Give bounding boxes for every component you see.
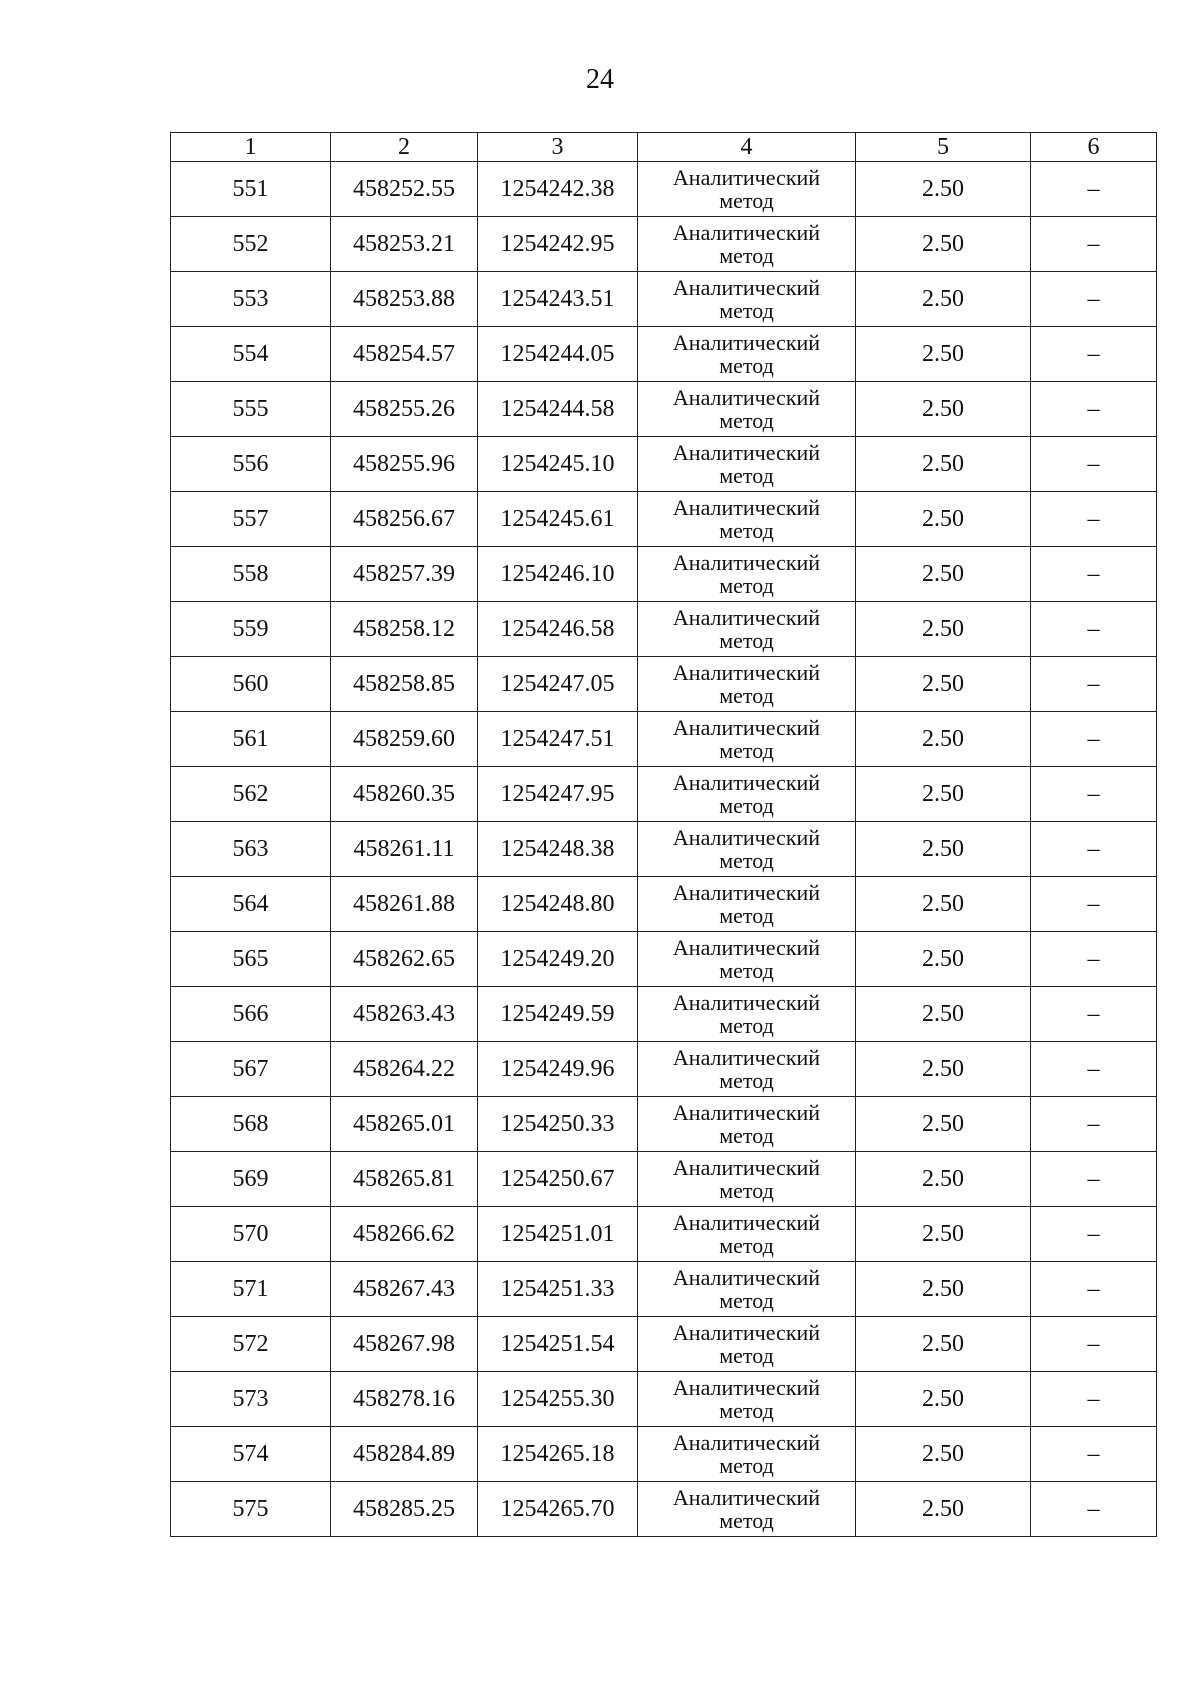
accuracy-cell: 2.50: [856, 162, 1031, 217]
method-cell: [638, 437, 856, 492]
x-coordinate-cell: 458253.88: [331, 272, 478, 327]
point-number-cell: 572: [171, 1317, 331, 1372]
note-cell: –: [1031, 712, 1157, 767]
note-cell: –: [1031, 1427, 1157, 1482]
note-cell: –: [1031, 1372, 1157, 1427]
note-cell: –: [1031, 1152, 1157, 1207]
method-cell: [638, 877, 856, 932]
accuracy-cell: 2.50: [856, 932, 1031, 987]
method-text-line-2: метод: [719, 408, 774, 433]
table-row: [171, 1097, 1157, 1152]
accuracy-cell: 2.50: [856, 822, 1031, 877]
method-cell: [638, 162, 856, 217]
accuracy-cell: 2.50: [856, 217, 1031, 272]
method-cell: [638, 712, 856, 767]
table-row: [171, 1042, 1157, 1097]
accuracy-cell: 2.50: [856, 327, 1031, 382]
table-row: [171, 987, 1157, 1042]
table-row: [171, 1262, 1157, 1317]
method-cell: [638, 1317, 856, 1372]
accuracy-cell: 2.50: [856, 602, 1031, 657]
method-cell: [638, 1427, 856, 1482]
note-cell: –: [1031, 1042, 1157, 1097]
x-coordinate-cell: 458263.43: [331, 987, 478, 1042]
table-row: [171, 712, 1157, 767]
method-text-line-2: метод: [719, 518, 774, 543]
table-row: [171, 767, 1157, 822]
table-row: [171, 217, 1157, 272]
note-cell: –: [1031, 1262, 1157, 1317]
table-row: [171, 1207, 1157, 1262]
point-number-cell: 567: [171, 1042, 331, 1097]
x-coordinate-cell: 458253.21: [331, 217, 478, 272]
x-coordinate-cell: 458285.25: [331, 1482, 478, 1537]
point-number-cell: 566: [171, 987, 331, 1042]
x-coordinate-cell: 458256.67: [331, 492, 478, 547]
method-text-line-2: метод: [719, 1453, 774, 1478]
point-number-cell: 552: [171, 217, 331, 272]
accuracy-cell: 2.50: [856, 712, 1031, 767]
y-coordinate-cell: 1254265.70: [478, 1482, 638, 1537]
note-cell: –: [1031, 1482, 1157, 1537]
method-text-line-1: Аналитический: [672, 1100, 821, 1125]
method-text-line-1: Аналитический: [672, 770, 821, 795]
point-number-cell: 560: [171, 657, 331, 712]
method-text-line-1: Аналитический: [672, 330, 821, 355]
method-cell: [638, 272, 856, 327]
y-coordinate-cell: 1254245.61: [478, 492, 638, 547]
note-cell: –: [1031, 602, 1157, 657]
header-col-4: 4: [638, 133, 856, 162]
x-coordinate-cell: 458255.26: [331, 382, 478, 437]
x-coordinate-cell: 458261.88: [331, 877, 478, 932]
table-row: [171, 382, 1157, 437]
page-number: 24: [586, 64, 614, 95]
header-col-1: 1: [171, 133, 331, 162]
y-coordinate-cell: 1254250.67: [478, 1152, 638, 1207]
point-number-cell: 569: [171, 1152, 331, 1207]
y-coordinate-cell: 1254246.10: [478, 547, 638, 602]
method-text-line-2: метод: [719, 793, 774, 818]
y-coordinate-cell: 1254249.59: [478, 987, 638, 1042]
y-coordinate-cell: 1254249.96: [478, 1042, 638, 1097]
method-cell: [638, 327, 856, 382]
y-coordinate-cell: 1254244.58: [478, 382, 638, 437]
note-cell: –: [1031, 437, 1157, 492]
method-text-line-2: метод: [719, 628, 774, 653]
y-coordinate-cell: 1254249.20: [478, 932, 638, 987]
note-cell: –: [1031, 1097, 1157, 1152]
method-cell: [638, 382, 856, 437]
x-coordinate-cell: 458257.39: [331, 547, 478, 602]
method-text-line-1: Аналитический: [672, 1265, 821, 1290]
method-text-line-1: Аналитический: [672, 935, 821, 960]
method-text-line-2: метод: [719, 1343, 774, 1368]
method-text-line-2: метод: [719, 958, 774, 983]
method-cell: [638, 767, 856, 822]
point-number-cell: 551: [171, 162, 331, 217]
accuracy-cell: 2.50: [856, 547, 1031, 602]
point-number-cell: 563: [171, 822, 331, 877]
note-cell: –: [1031, 987, 1157, 1042]
method-text-line-1: Аналитический: [672, 990, 821, 1015]
table-row: [171, 327, 1157, 382]
table-row: [171, 437, 1157, 492]
accuracy-cell: 2.50: [856, 382, 1031, 437]
accuracy-cell: 2.50: [856, 492, 1031, 547]
method-text-line-2: метод: [719, 738, 774, 763]
accuracy-cell: 2.50: [856, 1152, 1031, 1207]
accuracy-cell: 2.50: [856, 437, 1031, 492]
table-row: [171, 822, 1157, 877]
method-text-line-2: метод: [719, 243, 774, 268]
accuracy-cell: 2.50: [856, 987, 1031, 1042]
point-number-cell: 575: [171, 1482, 331, 1537]
accuracy-cell: 2.50: [856, 767, 1031, 822]
header-col-5: 5: [856, 133, 1031, 162]
method-text-line-1: Аналитический: [672, 550, 821, 575]
note-cell: –: [1031, 932, 1157, 987]
point-number-cell: 553: [171, 272, 331, 327]
method-text-line-2: метод: [719, 1233, 774, 1258]
method-text-line-1: Аналитический: [672, 495, 821, 520]
method-cell: [638, 932, 856, 987]
method-text-line-1: Аналитический: [672, 275, 821, 300]
method-text-line-2: метод: [719, 1123, 774, 1148]
method-text-line-2: метод: [719, 1398, 774, 1423]
y-coordinate-cell: 1254251.33: [478, 1262, 638, 1317]
y-coordinate-cell: 1254247.51: [478, 712, 638, 767]
method-cell: [638, 1152, 856, 1207]
table-row: [171, 492, 1157, 547]
method-text-line-1: Аналитический: [672, 1210, 821, 1235]
header-col-6: 6: [1031, 133, 1157, 162]
x-coordinate-cell: 458255.96: [331, 437, 478, 492]
note-cell: –: [1031, 767, 1157, 822]
header-col-2: 2: [331, 133, 478, 162]
note-cell: –: [1031, 162, 1157, 217]
y-coordinate-cell: 1254242.38: [478, 162, 638, 217]
point-number-cell: 557: [171, 492, 331, 547]
point-number-cell: 559: [171, 602, 331, 657]
method-cell: [638, 1097, 856, 1152]
method-text-line-2: метод: [719, 1508, 774, 1533]
y-coordinate-cell: 1254245.10: [478, 437, 638, 492]
method-text-line-2: метод: [719, 683, 774, 708]
x-coordinate-cell: 458265.01: [331, 1097, 478, 1152]
table-row: [171, 1427, 1157, 1482]
note-cell: –: [1031, 272, 1157, 327]
x-coordinate-cell: 458267.43: [331, 1262, 478, 1317]
method-text-line-2: метод: [719, 1288, 774, 1313]
point-number-cell: 574: [171, 1427, 331, 1482]
accuracy-cell: 2.50: [856, 272, 1031, 327]
x-coordinate-cell: 458284.89: [331, 1427, 478, 1482]
accuracy-cell: 2.50: [856, 1207, 1031, 1262]
x-coordinate-cell: 458259.60: [331, 712, 478, 767]
table-row: [171, 547, 1157, 602]
point-number-cell: 555: [171, 382, 331, 437]
method-cell: [638, 217, 856, 272]
header-col-3: 3: [478, 133, 638, 162]
table-row: [171, 1152, 1157, 1207]
method-text-line-1: Аналитический: [672, 605, 821, 630]
coordinates-table: [170, 132, 1157, 1537]
method-cell: [638, 602, 856, 657]
table-row: [171, 602, 1157, 657]
y-coordinate-cell: 1254251.54: [478, 1317, 638, 1372]
method-text-line-2: метод: [719, 903, 774, 928]
method-text-line-1: Аналитический: [672, 825, 821, 850]
table-row: [171, 1372, 1157, 1427]
method-cell: [638, 547, 856, 602]
x-coordinate-cell: 458260.35: [331, 767, 478, 822]
method-cell: [638, 492, 856, 547]
point-number-cell: 562: [171, 767, 331, 822]
accuracy-cell: 2.50: [856, 1262, 1031, 1317]
method-cell: [638, 987, 856, 1042]
y-coordinate-cell: 1254251.01: [478, 1207, 638, 1262]
method-text-line-2: метод: [719, 463, 774, 488]
method-text-line-1: Аналитический: [672, 165, 821, 190]
y-coordinate-cell: 1254247.05: [478, 657, 638, 712]
table-row: [171, 1317, 1157, 1372]
table-row: [171, 877, 1157, 932]
x-coordinate-cell: 458264.22: [331, 1042, 478, 1097]
method-text-line-1: Аналитический: [672, 1430, 821, 1455]
method-text-line-1: Аналитический: [672, 1375, 821, 1400]
y-coordinate-cell: 1254250.33: [478, 1097, 638, 1152]
point-number-cell: 556: [171, 437, 331, 492]
note-cell: –: [1031, 1207, 1157, 1262]
method-text-line-1: Аналитический: [672, 1320, 821, 1345]
method-cell: [638, 822, 856, 877]
table-row: [171, 162, 1157, 217]
method-cell: [638, 1207, 856, 1262]
point-number-cell: 568: [171, 1097, 331, 1152]
note-cell: –: [1031, 492, 1157, 547]
y-coordinate-cell: 1254246.58: [478, 602, 638, 657]
x-coordinate-cell: 458262.65: [331, 932, 478, 987]
method-text-line-1: Аналитический: [672, 715, 821, 740]
method-cell: [638, 1372, 856, 1427]
x-coordinate-cell: 458278.16: [331, 1372, 478, 1427]
accuracy-cell: 2.50: [856, 1427, 1031, 1482]
method-text-line-1: Аналитический: [672, 1155, 821, 1180]
point-number-cell: 558: [171, 547, 331, 602]
method-text-line-1: Аналитический: [672, 1045, 821, 1070]
accuracy-cell: 2.50: [856, 1317, 1031, 1372]
method-text-line-2: метод: [719, 1178, 774, 1203]
x-coordinate-cell: 458266.62: [331, 1207, 478, 1262]
x-coordinate-cell: 458261.11: [331, 822, 478, 877]
method-text-line-2: метод: [719, 353, 774, 378]
method-text-line-2: метод: [719, 298, 774, 323]
note-cell: –: [1031, 1317, 1157, 1372]
accuracy-cell: 2.50: [856, 657, 1031, 712]
method-cell: [638, 1262, 856, 1317]
point-number-cell: 571: [171, 1262, 331, 1317]
point-number-cell: 564: [171, 877, 331, 932]
accuracy-cell: 2.50: [856, 1042, 1031, 1097]
method-cell: [638, 657, 856, 712]
note-cell: –: [1031, 547, 1157, 602]
x-coordinate-cell: 458258.12: [331, 602, 478, 657]
method-cell: [638, 1482, 856, 1537]
method-text-line-1: Аналитический: [672, 660, 821, 685]
method-text-line-2: метод: [719, 573, 774, 598]
x-coordinate-cell: 458265.81: [331, 1152, 478, 1207]
point-number-cell: 570: [171, 1207, 331, 1262]
note-cell: –: [1031, 327, 1157, 382]
method-text-line-2: метод: [719, 188, 774, 213]
table-row: [171, 1482, 1157, 1537]
y-coordinate-cell: 1254243.51: [478, 272, 638, 327]
method-text-line-2: метод: [719, 1013, 774, 1038]
table-body: [171, 162, 1157, 1537]
table-header: [171, 133, 1157, 162]
y-coordinate-cell: 1254255.30: [478, 1372, 638, 1427]
method-text-line-2: метод: [719, 1068, 774, 1093]
table-row: [171, 657, 1157, 712]
point-number-cell: 565: [171, 932, 331, 987]
point-number-cell: 554: [171, 327, 331, 382]
method-text-line-1: Аналитический: [672, 880, 821, 905]
point-number-cell: 573: [171, 1372, 331, 1427]
x-coordinate-cell: 458258.85: [331, 657, 478, 712]
y-coordinate-cell: 1254244.05: [478, 327, 638, 382]
method-text-line-1: Аналитический: [672, 440, 821, 465]
method-text-line-1: Аналитический: [672, 220, 821, 245]
x-coordinate-cell: 458252.55: [331, 162, 478, 217]
note-cell: –: [1031, 657, 1157, 712]
method-text-line-1: Аналитический: [672, 1485, 821, 1510]
table-row: [171, 272, 1157, 327]
accuracy-cell: 2.50: [856, 1097, 1031, 1152]
y-coordinate-cell: 1254265.18: [478, 1427, 638, 1482]
method-text-line-2: метод: [719, 848, 774, 873]
accuracy-cell: 2.50: [856, 1482, 1031, 1537]
note-cell: –: [1031, 822, 1157, 877]
x-coordinate-cell: 458267.98: [331, 1317, 478, 1372]
table-row: [171, 932, 1157, 987]
accuracy-cell: 2.50: [856, 877, 1031, 932]
accuracy-cell: 2.50: [856, 1372, 1031, 1427]
y-coordinate-cell: 1254248.80: [478, 877, 638, 932]
note-cell: –: [1031, 217, 1157, 272]
point-number-cell: 561: [171, 712, 331, 767]
y-coordinate-cell: 1254248.38: [478, 822, 638, 877]
note-cell: –: [1031, 877, 1157, 932]
y-coordinate-cell: 1254247.95: [478, 767, 638, 822]
header-row: [171, 133, 1157, 162]
y-coordinate-cell: 1254242.95: [478, 217, 638, 272]
method-cell: [638, 1042, 856, 1097]
method-text-line-1: Аналитический: [672, 385, 821, 410]
x-coordinate-cell: 458254.57: [331, 327, 478, 382]
note-cell: –: [1031, 382, 1157, 437]
